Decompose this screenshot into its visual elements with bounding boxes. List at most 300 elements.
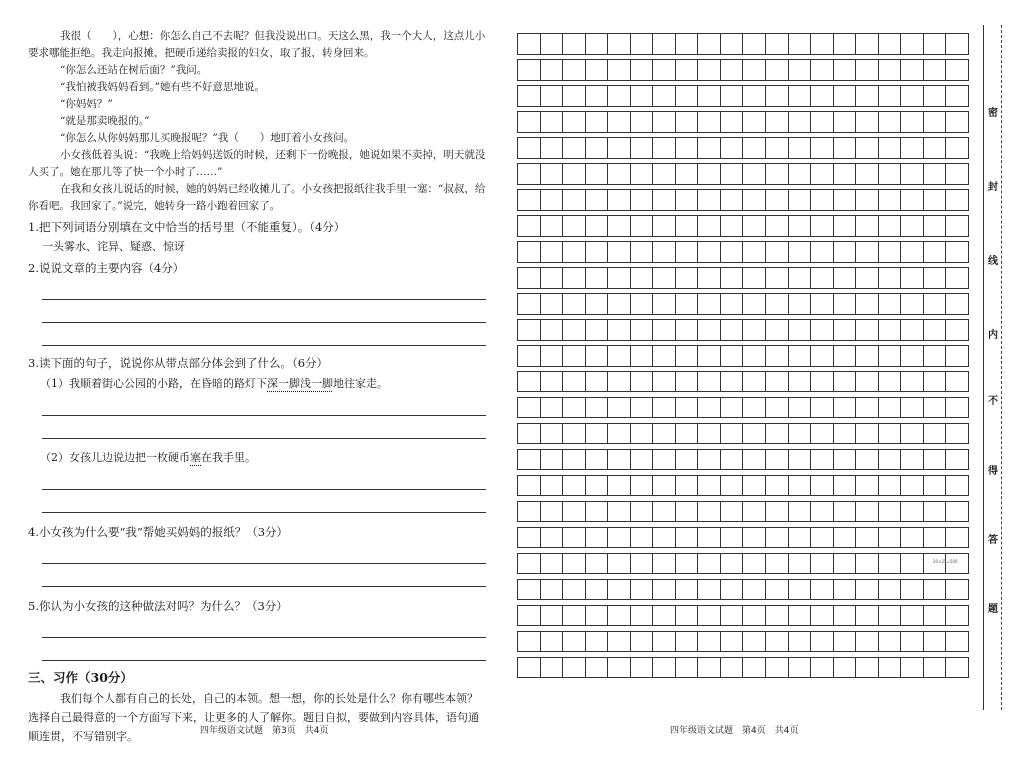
grid-cell[interactable] <box>676 190 699 210</box>
grid-cell[interactable] <box>834 372 857 392</box>
grid-cell[interactable] <box>608 242 631 262</box>
grid-cell[interactable] <box>653 112 676 132</box>
grid-cell[interactable] <box>676 294 699 314</box>
grid-cell[interactable] <box>834 528 857 548</box>
grid-cell[interactable] <box>856 658 879 678</box>
grid-cell[interactable] <box>946 242 969 262</box>
grid-cell[interactable] <box>563 320 586 340</box>
grid-cell[interactable] <box>834 242 857 262</box>
grid-cell[interactable] <box>608 502 631 522</box>
grid-cell[interactable] <box>653 476 676 496</box>
grid-cell[interactable] <box>789 60 812 80</box>
grid-cell[interactable] <box>743 424 766 444</box>
grid-cell[interactable] <box>856 60 879 80</box>
grid-cell[interactable] <box>901 86 924 106</box>
grid-cell[interactable] <box>924 632 947 652</box>
grid-cell[interactable] <box>653 502 676 522</box>
grid-cell[interactable] <box>631 242 654 262</box>
grid-cell[interactable] <box>811 320 834 340</box>
grid-cell[interactable] <box>563 112 586 132</box>
grid-cell[interactable] <box>743 606 766 626</box>
grid-cell[interactable] <box>721 216 744 236</box>
grid-cell[interactable] <box>698 86 721 106</box>
grid-cell[interactable] <box>698 502 721 522</box>
grid-cell[interactable] <box>698 554 721 574</box>
grid-cell[interactable] <box>743 164 766 184</box>
grid-cell[interactable] <box>518 190 541 210</box>
grid-cell[interactable] <box>856 242 879 262</box>
grid-cell[interactable] <box>789 424 812 444</box>
grid-cell[interactable] <box>698 424 721 444</box>
grid-cell[interactable] <box>766 372 789 392</box>
grid-cell[interactable] <box>541 346 564 366</box>
grid-cell[interactable] <box>676 372 699 392</box>
grid-cell[interactable] <box>698 632 721 652</box>
grid-cell[interactable] <box>811 294 834 314</box>
grid-cell[interactable] <box>766 60 789 80</box>
grid-cell[interactable] <box>698 580 721 600</box>
grid-cell[interactable] <box>901 112 924 132</box>
grid-cell[interactable] <box>924 112 947 132</box>
grid-cell[interactable] <box>743 632 766 652</box>
grid-cell[interactable] <box>811 476 834 496</box>
grid-cell[interactable] <box>676 86 699 106</box>
grid-cell[interactable] <box>631 190 654 210</box>
grid-cell[interactable] <box>946 86 969 106</box>
grid-cell[interactable] <box>766 502 789 522</box>
grid-cell[interactable] <box>518 606 541 626</box>
grid-cell[interactable] <box>901 424 924 444</box>
grid-cell[interactable] <box>653 372 676 392</box>
grid-cell[interactable] <box>631 346 654 366</box>
grid-cell[interactable] <box>608 580 631 600</box>
grid-cell[interactable] <box>924 658 947 678</box>
grid-cell[interactable] <box>901 398 924 418</box>
grid-cell[interactable] <box>743 398 766 418</box>
grid-cell[interactable] <box>518 502 541 522</box>
grid-cell[interactable] <box>743 554 766 574</box>
answer-line[interactable] <box>42 541 486 564</box>
grid-cell[interactable] <box>631 320 654 340</box>
grid-cell[interactable] <box>608 112 631 132</box>
grid-cell[interactable] <box>879 216 902 236</box>
grid-cell[interactable] <box>631 138 654 158</box>
grid-cell[interactable] <box>743 346 766 366</box>
grid-cell[interactable] <box>721 476 744 496</box>
grid-cell[interactable] <box>518 294 541 314</box>
grid-cell[interactable] <box>856 476 879 496</box>
grid-cell[interactable] <box>563 190 586 210</box>
grid-cell[interactable] <box>856 372 879 392</box>
grid-cell[interactable] <box>721 450 744 470</box>
grid-cell[interactable] <box>631 424 654 444</box>
grid-cell[interactable] <box>766 216 789 236</box>
grid-cell[interactable] <box>676 60 699 80</box>
grid-cell[interactable] <box>563 424 586 444</box>
grid-cell[interactable] <box>541 580 564 600</box>
grid-cell[interactable] <box>811 242 834 262</box>
grid-cell[interactable] <box>924 268 947 288</box>
grid-cell[interactable] <box>518 86 541 106</box>
grid-cell[interactable] <box>721 580 744 600</box>
grid-cell[interactable] <box>856 580 879 600</box>
grid-cell[interactable] <box>698 242 721 262</box>
grid-cell[interactable] <box>586 658 609 678</box>
grid-cell[interactable] <box>541 424 564 444</box>
grid-cell[interactable] <box>743 34 766 54</box>
grid-cell[interactable] <box>766 424 789 444</box>
grid-cell[interactable] <box>721 86 744 106</box>
grid-cell[interactable] <box>541 216 564 236</box>
grid-cell[interactable] <box>856 294 879 314</box>
grid-cell[interactable] <box>698 268 721 288</box>
grid-cell[interactable] <box>518 216 541 236</box>
grid-cell[interactable] <box>834 346 857 366</box>
grid-cell[interactable] <box>563 268 586 288</box>
grid-cell[interactable] <box>698 606 721 626</box>
grid-cell[interactable] <box>608 86 631 106</box>
grid-cell[interactable] <box>879 554 902 574</box>
grid-cell[interactable] <box>879 346 902 366</box>
grid-cell[interactable] <box>901 554 924 574</box>
grid-cell[interactable] <box>856 268 879 288</box>
grid-cell[interactable] <box>924 398 947 418</box>
grid-cell[interactable] <box>608 424 631 444</box>
grid-cell[interactable] <box>698 320 721 340</box>
grid-cell[interactable] <box>946 294 969 314</box>
grid-cell[interactable] <box>811 606 834 626</box>
grid-cell[interactable] <box>789 476 812 496</box>
grid-cell[interactable] <box>608 190 631 210</box>
grid-cell[interactable] <box>676 476 699 496</box>
grid-cell[interactable] <box>924 138 947 158</box>
grid-cell[interactable] <box>541 554 564 574</box>
grid-cell[interactable] <box>563 138 586 158</box>
grid-cell[interactable] <box>676 138 699 158</box>
grid-cell[interactable] <box>834 60 857 80</box>
grid-cell[interactable] <box>518 138 541 158</box>
grid-cell[interactable] <box>924 424 947 444</box>
grid-cell[interactable] <box>766 606 789 626</box>
grid-cell[interactable] <box>743 216 766 236</box>
grid-cell[interactable] <box>766 450 789 470</box>
grid-cell[interactable] <box>698 60 721 80</box>
grid-cell[interactable] <box>789 528 812 548</box>
grid-cell[interactable] <box>698 372 721 392</box>
grid-cell[interactable] <box>676 658 699 678</box>
grid-cell[interactable] <box>541 268 564 288</box>
grid-cell[interactable] <box>563 398 586 418</box>
grid-cell[interactable] <box>946 476 969 496</box>
answer-line[interactable] <box>42 323 486 346</box>
grid-cell[interactable] <box>721 424 744 444</box>
grid-cell[interactable] <box>766 86 789 106</box>
answer-line[interactable] <box>42 393 486 416</box>
grid-cell[interactable] <box>789 606 812 626</box>
grid-cell[interactable] <box>834 216 857 236</box>
grid-cell[interactable] <box>608 216 631 236</box>
grid-cell[interactable] <box>924 216 947 236</box>
grid-cell[interactable] <box>653 632 676 652</box>
grid-cell[interactable] <box>586 398 609 418</box>
grid-cell[interactable] <box>743 476 766 496</box>
grid-cell[interactable] <box>766 632 789 652</box>
grid-cell[interactable] <box>766 346 789 366</box>
grid-cell[interactable] <box>856 450 879 470</box>
grid-cell[interactable] <box>608 294 631 314</box>
grid-cell[interactable] <box>946 528 969 548</box>
grid-cell[interactable] <box>653 554 676 574</box>
grid-cell[interactable] <box>856 138 879 158</box>
grid-cell[interactable] <box>834 320 857 340</box>
grid-cell[interactable] <box>789 632 812 652</box>
grid-cell[interactable] <box>834 606 857 626</box>
grid-cell[interactable] <box>811 268 834 288</box>
grid-cell[interactable] <box>698 138 721 158</box>
grid-cell[interactable] <box>811 112 834 132</box>
grid-cell[interactable] <box>834 138 857 158</box>
grid-cell[interactable] <box>743 502 766 522</box>
grid-cell[interactable] <box>834 112 857 132</box>
answer-line[interactable] <box>42 564 486 587</box>
grid-cell[interactable] <box>541 398 564 418</box>
grid-cell[interactable] <box>563 372 586 392</box>
grid-cell[interactable] <box>541 320 564 340</box>
grid-cell[interactable] <box>586 554 609 574</box>
grid-cell[interactable] <box>721 554 744 574</box>
grid-cell[interactable] <box>901 528 924 548</box>
grid-cell[interactable] <box>721 372 744 392</box>
grid-cell[interactable] <box>653 398 676 418</box>
grid-cell[interactable] <box>676 112 699 132</box>
grid-cell[interactable] <box>586 164 609 184</box>
grid-cell[interactable] <box>811 502 834 522</box>
grid-cell[interactable] <box>631 268 654 288</box>
grid-cell[interactable] <box>631 450 654 470</box>
grid-cell[interactable] <box>834 268 857 288</box>
grid-cell[interactable] <box>653 450 676 470</box>
grid-cell[interactable] <box>743 294 766 314</box>
grid-cell[interactable] <box>924 346 947 366</box>
grid-cell[interactable] <box>563 34 586 54</box>
grid-cell[interactable] <box>789 268 812 288</box>
grid-cell[interactable] <box>653 242 676 262</box>
grid-cell[interactable] <box>743 112 766 132</box>
grid-cell[interactable] <box>721 320 744 340</box>
grid-cell[interactable] <box>924 190 947 210</box>
grid-cell[interactable] <box>631 658 654 678</box>
grid-cell[interactable] <box>676 320 699 340</box>
grid-cell[interactable] <box>811 164 834 184</box>
grid-cell[interactable] <box>924 528 947 548</box>
grid-cell[interactable] <box>586 528 609 548</box>
grid-cell[interactable] <box>631 372 654 392</box>
grid-cell[interactable] <box>811 450 834 470</box>
grid-cell[interactable] <box>563 216 586 236</box>
grid-cell[interactable] <box>879 86 902 106</box>
grid-cell[interactable] <box>563 658 586 678</box>
grid-cell[interactable] <box>834 34 857 54</box>
grid-cell[interactable] <box>879 60 902 80</box>
grid-cell[interactable] <box>608 632 631 652</box>
grid-cell[interactable] <box>586 112 609 132</box>
grid-cell[interactable] <box>743 138 766 158</box>
grid-cell[interactable] <box>789 554 812 574</box>
grid-cell[interactable] <box>766 528 789 548</box>
grid-cell[interactable] <box>811 372 834 392</box>
grid-cell[interactable] <box>608 528 631 548</box>
grid-cell[interactable] <box>789 112 812 132</box>
grid-cell[interactable] <box>586 34 609 54</box>
grid-cell[interactable] <box>676 502 699 522</box>
grid-cell[interactable] <box>766 164 789 184</box>
grid-cell[interactable] <box>586 476 609 496</box>
grid-cell[interactable] <box>924 476 947 496</box>
grid-cell[interactable] <box>946 580 969 600</box>
grid-cell[interactable] <box>541 632 564 652</box>
grid-cell[interactable] <box>631 294 654 314</box>
grid-cell[interactable] <box>879 190 902 210</box>
grid-cell[interactable] <box>698 450 721 470</box>
grid-cell[interactable] <box>608 138 631 158</box>
grid-cell[interactable] <box>789 372 812 392</box>
grid-cell[interactable] <box>563 242 586 262</box>
grid-cell[interactable] <box>586 450 609 470</box>
grid-cell[interactable] <box>743 86 766 106</box>
grid-cell[interactable] <box>924 606 947 626</box>
grid-cell[interactable] <box>653 346 676 366</box>
grid-cell[interactable] <box>766 190 789 210</box>
grid-cell[interactable] <box>901 606 924 626</box>
grid-cell[interactable] <box>811 190 834 210</box>
grid-cell[interactable] <box>676 398 699 418</box>
grid-cell[interactable] <box>608 346 631 366</box>
grid-cell[interactable] <box>586 606 609 626</box>
grid-cell[interactable] <box>631 632 654 652</box>
grid-cell[interactable] <box>834 580 857 600</box>
grid-cell[interactable] <box>586 268 609 288</box>
grid-cell[interactable] <box>924 242 947 262</box>
grid-cell[interactable] <box>631 554 654 574</box>
grid-cell[interactable] <box>676 554 699 574</box>
grid-cell[interactable] <box>721 60 744 80</box>
grid-cell[interactable] <box>901 320 924 340</box>
grid-cell[interactable] <box>698 658 721 678</box>
grid-cell[interactable] <box>743 450 766 470</box>
grid-cell[interactable] <box>586 346 609 366</box>
grid-cell[interactable] <box>563 580 586 600</box>
grid-cell[interactable] <box>676 346 699 366</box>
grid-cell[interactable] <box>541 190 564 210</box>
grid-cell[interactable] <box>608 320 631 340</box>
grid-cell[interactable] <box>586 216 609 236</box>
grid-cell[interactable] <box>676 450 699 470</box>
grid-cell[interactable] <box>608 606 631 626</box>
grid-cell[interactable] <box>879 294 902 314</box>
grid-cell[interactable] <box>743 190 766 210</box>
grid-cell[interactable] <box>721 190 744 210</box>
grid-cell[interactable] <box>789 502 812 522</box>
grid-cell[interactable] <box>563 450 586 470</box>
grid-cell[interactable] <box>563 528 586 548</box>
grid-cell[interactable] <box>586 138 609 158</box>
grid-cell[interactable] <box>834 424 857 444</box>
grid-cell[interactable] <box>541 658 564 678</box>
grid-cell[interactable] <box>811 424 834 444</box>
grid-cell[interactable] <box>541 294 564 314</box>
grid-cell[interactable] <box>789 320 812 340</box>
grid-cell[interactable] <box>743 580 766 600</box>
grid-cell[interactable] <box>879 320 902 340</box>
grid-cell[interactable] <box>901 372 924 392</box>
grid-cell[interactable] <box>563 164 586 184</box>
grid-cell[interactable] <box>518 528 541 548</box>
grid-cell[interactable] <box>946 424 969 444</box>
grid-cell[interactable] <box>946 658 969 678</box>
grid-cell[interactable] <box>856 632 879 652</box>
grid-cell[interactable] <box>879 528 902 548</box>
grid-cell[interactable] <box>721 502 744 522</box>
grid-cell[interactable] <box>563 346 586 366</box>
grid-cell[interactable] <box>924 580 947 600</box>
grid-cell[interactable] <box>721 398 744 418</box>
grid-cell[interactable] <box>518 320 541 340</box>
grid-cell[interactable] <box>946 632 969 652</box>
answer-line[interactable] <box>42 615 486 638</box>
grid-cell[interactable] <box>563 86 586 106</box>
grid-cell[interactable] <box>901 658 924 678</box>
grid-cell[interactable] <box>698 216 721 236</box>
grid-cell[interactable] <box>766 34 789 54</box>
grid-cell[interactable] <box>811 138 834 158</box>
grid-cell[interactable] <box>946 320 969 340</box>
grid-cell[interactable] <box>586 424 609 444</box>
grid-cell[interactable] <box>541 60 564 80</box>
grid-cell[interactable] <box>901 34 924 54</box>
grid-cell[interactable] <box>518 554 541 574</box>
grid-cell[interactable] <box>698 34 721 54</box>
grid-cell[interactable] <box>563 60 586 80</box>
grid-cell[interactable] <box>946 138 969 158</box>
answer-line[interactable] <box>42 467 486 490</box>
grid-cell[interactable] <box>541 164 564 184</box>
grid-cell[interactable] <box>924 164 947 184</box>
grid-cell[interactable] <box>698 294 721 314</box>
grid-cell[interactable] <box>676 164 699 184</box>
grid-cell[interactable] <box>901 476 924 496</box>
grid-cell[interactable] <box>586 294 609 314</box>
grid-cell[interactable] <box>631 476 654 496</box>
grid-cell[interactable] <box>586 372 609 392</box>
grid-cell[interactable] <box>811 632 834 652</box>
grid-cell[interactable] <box>653 528 676 548</box>
grid-cell[interactable] <box>856 164 879 184</box>
grid-cell[interactable] <box>721 242 744 262</box>
grid-cell[interactable] <box>541 606 564 626</box>
grid-cell[interactable] <box>518 346 541 366</box>
grid-cell[interactable] <box>608 268 631 288</box>
grid-cell[interactable] <box>946 60 969 80</box>
grid-cell[interactable] <box>631 580 654 600</box>
grid-cell[interactable] <box>608 398 631 418</box>
grid-cell[interactable] <box>608 450 631 470</box>
grid-cell[interactable] <box>946 346 969 366</box>
grid-cell[interactable] <box>879 398 902 418</box>
grid-cell[interactable] <box>924 450 947 470</box>
grid-cell[interactable] <box>879 580 902 600</box>
grid-cell[interactable] <box>789 164 812 184</box>
grid-cell[interactable] <box>811 60 834 80</box>
